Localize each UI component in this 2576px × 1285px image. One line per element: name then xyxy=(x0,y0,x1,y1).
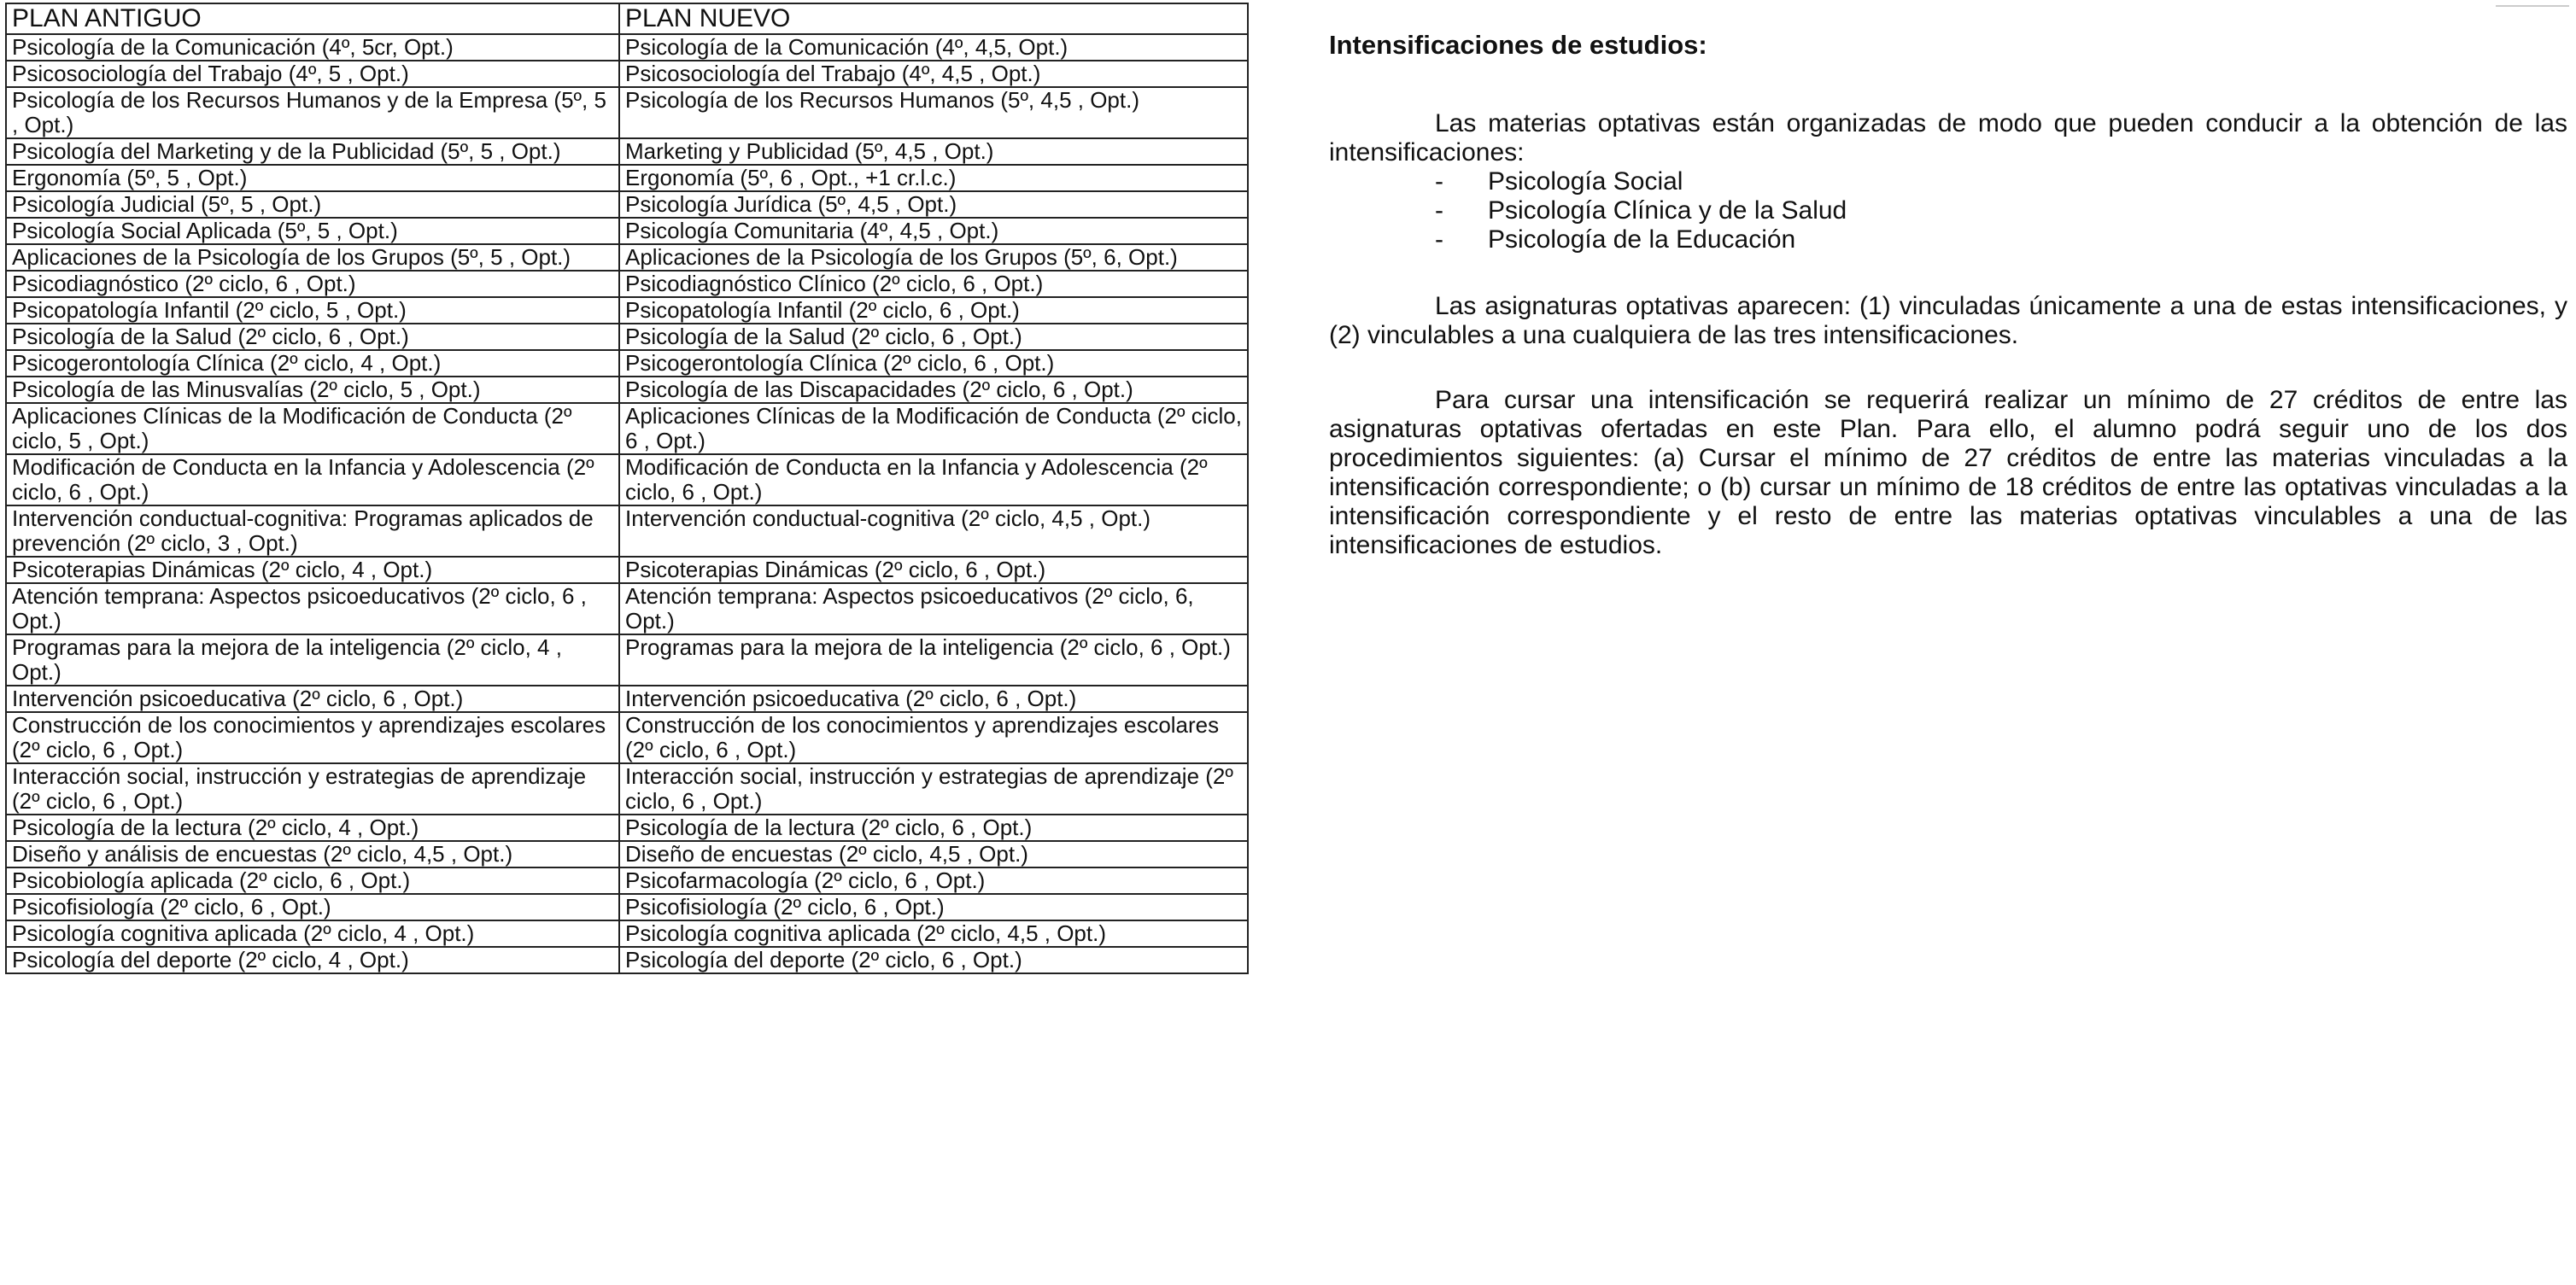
list-item xyxy=(1329,225,2567,254)
table-row xyxy=(6,34,1248,61)
cell-plan-antiguo: Psicología de los Recursos Humanos y de la Empresa (5º, 5 , Opt.) xyxy=(6,87,619,138)
table-row xyxy=(6,324,1248,350)
cell-plan-nuevo: Psicología de la Comunicación (4º, 4,5, Opt.) xyxy=(619,34,1248,61)
cell-plan-nuevo: Diseño de encuestas (2º ciclo, 4,5 , Opt.) xyxy=(619,841,1248,867)
cell-plan-antiguo: Psicopatología Infantil (2º ciclo, 5 , Opt.) xyxy=(6,297,619,324)
cell-plan-nuevo: Psicoterapias Dinámicas (2º ciclo, 6 , Opt.) xyxy=(619,557,1248,583)
page-corner-mark xyxy=(2496,0,2569,7)
list-item-label: Psicología Social xyxy=(1488,167,1683,196)
list-item xyxy=(1329,167,2567,196)
cell-plan-antiguo: Psicología cognitiva aplicada (2º ciclo, 4 , Opt.) xyxy=(6,920,619,947)
intensificaciones-list xyxy=(1329,167,2567,254)
cell-plan-antiguo: Psicología de las Minusvalías (2º ciclo, 5 , Opt.) xyxy=(6,377,619,403)
table-row xyxy=(6,350,1248,377)
cell-plan-antiguo: Psicología del Marketing y de la Publicidad (5º, 5 , Opt.) xyxy=(6,138,619,165)
spacer xyxy=(1329,350,2567,386)
cell-plan-nuevo: Aplicaciones de la Psicología de los Grupos (5º, 6, Opt.) xyxy=(619,244,1248,271)
table-row xyxy=(6,377,1248,403)
table-body xyxy=(6,34,1248,973)
cell-plan-antiguo: Intervención psicoeducativa (2º ciclo, 6 , Opt.) xyxy=(6,686,619,712)
table-row xyxy=(6,583,1248,634)
cell-plan-nuevo: Psicodiagnóstico Clínico (2º ciclo, 6 , Opt.) xyxy=(619,271,1248,297)
cell-plan-antiguo: Psicología Judicial (5º, 5 , Opt.) xyxy=(6,191,619,218)
cell-plan-antiguo: Psicofisiología (2º ciclo, 6 , Opt.) xyxy=(6,894,619,920)
table-row xyxy=(6,297,1248,324)
cell-plan-antiguo: Psicología Social Aplicada (5º, 5 , Opt.) xyxy=(6,218,619,244)
cell-plan-antiguo: Construcción de los conocimientos y aprendizajes escolares (2º ciclo, 6 , Opt.) xyxy=(6,712,619,763)
table-row xyxy=(6,634,1248,686)
table-row xyxy=(6,403,1248,454)
table-row xyxy=(6,894,1248,920)
cell-plan-nuevo: Interacción social, instrucción y estrategias de aprendizaje (2º ciclo, 6 , Opt.) xyxy=(619,763,1248,815)
asignaturas-paragraph: Las asignaturas optativas aparecen: (1) vinculadas únicamente a una de estas intensificaciones, y (2) vinculables a una cualquiera de las tres intensificaciones. xyxy=(1329,292,2567,349)
cell-plan-nuevo: Psicología Jurídica (5º, 4,5 , Opt.) xyxy=(619,191,1248,218)
cell-plan-nuevo: Atención temprana: Aspectos psicoeducativos (2º ciclo, 6, Opt.) xyxy=(619,583,1248,634)
table-row xyxy=(6,712,1248,763)
cell-plan-antiguo: Aplicaciones Clínicas de la Modificación de Conducta (2º ciclo, 5 , Opt.) xyxy=(6,403,619,454)
table-row xyxy=(6,165,1248,191)
table-row xyxy=(6,867,1248,894)
cell-plan-nuevo: Psicología de la lectura (2º ciclo, 6 , Opt.) xyxy=(619,815,1248,841)
table-row xyxy=(6,271,1248,297)
cell-plan-antiguo: Diseño y análisis de encuestas (2º ciclo, 4,5 , Opt.) xyxy=(6,841,619,867)
cell-plan-nuevo: Aplicaciones Clínicas de la Modificación de Conducta (2º ciclo, 6 , Opt.) xyxy=(619,403,1248,454)
table-row xyxy=(6,841,1248,867)
cell-plan-nuevo: Psicogerontología Clínica (2º ciclo, 6 , Opt.) xyxy=(619,350,1248,377)
table-row xyxy=(6,191,1248,218)
cell-plan-nuevo: Psicología del deporte (2º ciclo, 6 , Opt.) xyxy=(619,947,1248,973)
table-row xyxy=(6,87,1248,138)
table-row xyxy=(6,763,1248,815)
table-row xyxy=(6,947,1248,973)
cell-plan-nuevo: Psicología Comunitaria (4º, 4,5 , Opt.) xyxy=(619,218,1248,244)
cell-plan-antiguo: Intervención conductual-cognitiva: Programas aplicados de prevención (2º ciclo, 3 , Opt.) xyxy=(6,505,619,557)
cell-plan-nuevo: Psicosociología del Trabajo (4º, 4,5 , Opt.) xyxy=(619,61,1248,87)
intro-paragraph: Las materias optativas están organizadas de modo que pueden conducir a la obtención de las intensificaciones: xyxy=(1329,109,2567,166)
cell-plan-nuevo: Psicofisiología (2º ciclo, 6 , Opt.) xyxy=(619,894,1248,920)
table-row xyxy=(6,244,1248,271)
requisitos-paragraph: Para cursar una intensificación se requerirá realizar un mínimo de 27 créditos de entre las asignaturas optativas ofertadas en este Plan. Para ello, el alumno podrá seguir uno de los dos procedimientos siguientes: (a) Cursar el mínimo de 27 créditos de entre las materias vinculadas a la intensificación correspondiente; o (b) cursar un mínimo de 18 créditos de entre las optativas vinculadas a la intensificación correspondiente y el resto de entre las materias optativas vinculables a una de las intensificaciones de estudios. xyxy=(1329,386,2567,559)
cell-plan-antiguo: Modificación de Conducta en la Infancia y Adolescencia (2º ciclo, 6 , Opt.) xyxy=(6,454,619,505)
cell-plan-nuevo: Psicopatología Infantil (2º ciclo, 6 , Opt.) xyxy=(619,297,1248,324)
cell-plan-antiguo: Programas para la mejora de la inteligencia (2º ciclo, 4 , Opt.) xyxy=(6,634,619,686)
cell-plan-antiguo: Psicosociología del Trabajo (4º, 5 , Opt.) xyxy=(6,61,619,87)
table-row xyxy=(6,686,1248,712)
cell-plan-antiguo: Atención temprana: Aspectos psicoeducativos (2º ciclo, 6 , Opt.) xyxy=(6,583,619,634)
cell-plan-nuevo: Ergonomía (5º, 6 , Opt., +1 cr.l.c.) xyxy=(619,165,1248,191)
section-heading: Intensificaciones de estudios: xyxy=(1329,30,1707,60)
list-bullet: - xyxy=(1435,167,1443,196)
table-row xyxy=(6,218,1248,244)
cell-plan-nuevo: Psicología de las Discapacidades (2º ciclo, 6 , Opt.) xyxy=(619,377,1248,403)
intensificaciones-section xyxy=(1329,31,2567,560)
cell-plan-nuevo: Psicología de los Recursos Humanos (5º, 4,5 , Opt.) xyxy=(619,87,1248,138)
cell-plan-nuevo: Construcción de los conocimientos y aprendizajes escolares (2º ciclo, 6 , Opt.) xyxy=(619,712,1248,763)
table-row xyxy=(6,920,1248,947)
list-item xyxy=(1329,196,2567,225)
cell-plan-nuevo: Intervención conductual-cognitiva (2º ciclo, 4,5 , Opt.) xyxy=(619,505,1248,557)
cell-plan-antiguo: Ergonomía (5º, 5 , Opt.) xyxy=(6,165,619,191)
table-row xyxy=(6,454,1248,505)
table-row xyxy=(6,505,1248,557)
cell-plan-antiguo: Aplicaciones de la Psicología de los Grupos (5º, 5 , Opt.) xyxy=(6,244,619,271)
cell-plan-antiguo: Psicoterapias Dinámicas (2º ciclo, 4 , Opt.) xyxy=(6,557,619,583)
table-row xyxy=(6,557,1248,583)
list-bullet: - xyxy=(1435,225,1443,254)
cell-plan-nuevo: Psicofarmacología (2º ciclo, 6 , Opt.) xyxy=(619,867,1248,894)
cell-plan-nuevo: Modificación de Conducta en la Infancia y Adolescencia (2º ciclo, 6 , Opt.) xyxy=(619,454,1248,505)
table-header-row xyxy=(6,3,1248,34)
cell-plan-nuevo: Programas para la mejora de la inteligencia (2º ciclo, 6 , Opt.) xyxy=(619,634,1248,686)
cell-plan-antiguo: Psicología de la lectura (2º ciclo, 4 , Opt.) xyxy=(6,815,619,841)
cell-plan-antiguo: Psicodiagnóstico (2º ciclo, 6 , Opt.) xyxy=(6,271,619,297)
cell-plan-antiguo: Psicología de la Salud (2º ciclo, 6 , Opt.) xyxy=(6,324,619,350)
header-plan-antiguo: PLAN ANTIGUO xyxy=(6,3,619,34)
list-item-label: Psicología de la Educación xyxy=(1488,225,1796,254)
cell-plan-antiguo: Interacción social, instrucción y estrategias de aprendizaje (2º ciclo, 6 , Opt.) xyxy=(6,763,619,815)
cell-plan-nuevo: Intervención psicoeducativa (2º ciclo, 6 , Opt.) xyxy=(619,686,1248,712)
cell-plan-antiguo: Psicogerontología Clínica (2º ciclo, 4 , Opt.) xyxy=(6,350,619,377)
table-row xyxy=(6,61,1248,87)
list-bullet: - xyxy=(1435,196,1443,225)
list-item-label: Psicología Clínica y de la Salud xyxy=(1488,196,1847,225)
cell-plan-nuevo: Psicología cognitiva aplicada (2º ciclo, 4,5 , Opt.) xyxy=(619,920,1248,947)
header-plan-nuevo: PLAN NUEVO xyxy=(619,3,1248,34)
cell-plan-antiguo: Psicología del deporte (2º ciclo, 4 , Opt.) xyxy=(6,947,619,973)
cell-plan-nuevo: Psicología de la Salud (2º ciclo, 6 , Opt.) xyxy=(619,324,1248,350)
table-row xyxy=(6,138,1248,165)
cell-plan-antiguo: Psicología de la Comunicación (4º, 5cr, Opt.) xyxy=(6,34,619,61)
plan-comparison-table xyxy=(5,3,1249,974)
table-row xyxy=(6,815,1248,841)
cell-plan-antiguo: Psicobiología aplicada (2º ciclo, 6 , Opt.) xyxy=(6,867,619,894)
cell-plan-nuevo: Marketing y Publicidad (5º, 4,5 , Opt.) xyxy=(619,138,1248,165)
